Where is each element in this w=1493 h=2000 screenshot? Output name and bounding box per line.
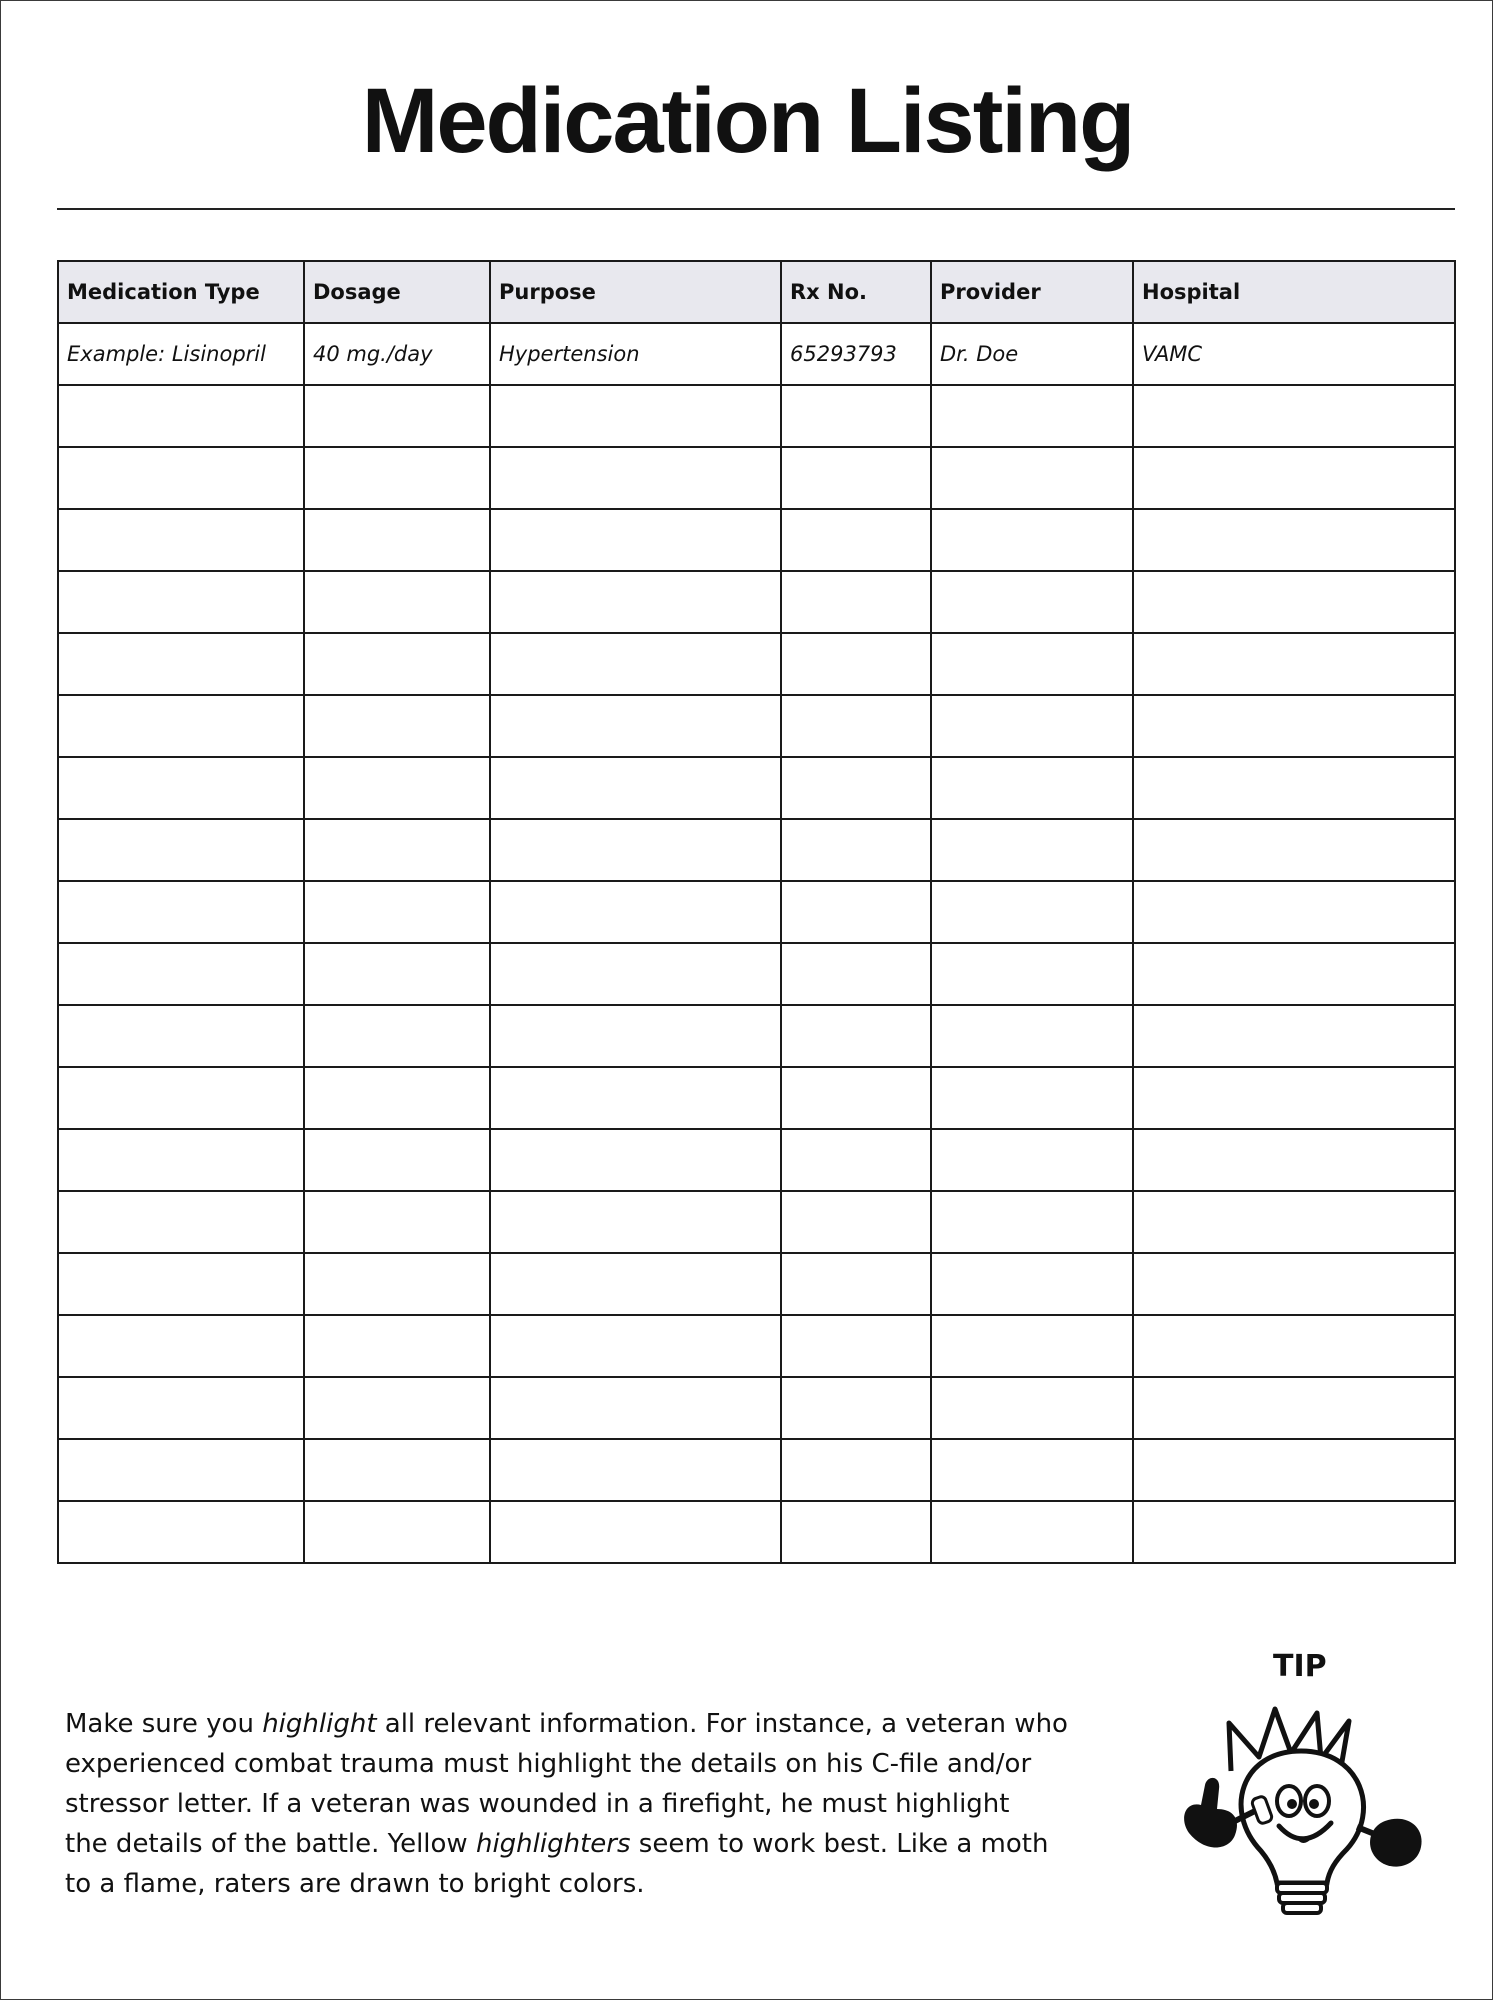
table-cell[interactable] <box>58 1067 304 1129</box>
table-cell[interactable] <box>304 1129 490 1191</box>
table-cell[interactable] <box>490 943 781 1005</box>
table-cell[interactable] <box>931 881 1133 943</box>
tip-line <box>65 1824 1125 1864</box>
tip-text-segment: the details of the battle. Yellow <box>65 1829 476 1859</box>
tip-emphasis: highlight <box>262 1709 377 1739</box>
tip-text-segment: seem to work best. Like a moth <box>630 1829 1049 1859</box>
tip-text-segment: stressor letter. If a veteran was wounded in a firefight, he must highlight <box>65 1789 1010 1819</box>
table-cell[interactable] <box>931 1067 1133 1129</box>
table-cell[interactable] <box>781 571 931 633</box>
table-cell[interactable] <box>1133 447 1455 509</box>
table-cell[interactable] <box>304 633 490 695</box>
title-divider <box>57 208 1455 210</box>
table-cell[interactable] <box>931 1377 1133 1439</box>
table-cell[interactable] <box>931 385 1133 447</box>
table-cell[interactable] <box>781 1377 931 1439</box>
example-provider: Dr. Doe <box>931 323 1133 385</box>
table-cell[interactable] <box>304 1439 490 1501</box>
tip-text-segment: all relevant information. For instance, a veteran who <box>376 1709 1068 1739</box>
page-title: Medication Listing <box>361 70 1134 172</box>
table-cell[interactable] <box>490 633 781 695</box>
table-cell[interactable] <box>304 819 490 881</box>
table-row <box>58 1501 1455 1563</box>
table-row <box>58 1377 1455 1439</box>
table-cell[interactable] <box>58 1501 304 1563</box>
tip-emphasis: highlighters <box>475 1829 631 1859</box>
example-hospital: VAMC <box>1133 323 1455 385</box>
table-cell[interactable] <box>58 695 304 757</box>
tip-line <box>65 1704 1125 1744</box>
table-cell[interactable] <box>781 1501 931 1563</box>
tip-label: TIP <box>1273 1649 1327 1684</box>
table-cell[interactable] <box>490 1005 781 1067</box>
table-cell[interactable] <box>490 571 781 633</box>
table-cell[interactable] <box>931 633 1133 695</box>
table-cell[interactable] <box>490 1377 781 1439</box>
table-cell[interactable] <box>1133 1315 1455 1377</box>
header-purpose: Purpose <box>490 261 781 323</box>
table-cell[interactable] <box>781 1067 931 1129</box>
table-cell[interactable] <box>490 1067 781 1129</box>
table-cell[interactable] <box>1133 881 1455 943</box>
header-provider: Provider <box>931 261 1133 323</box>
table-cell[interactable] <box>490 1129 781 1191</box>
table-cell[interactable] <box>490 385 781 447</box>
table-cell[interactable] <box>1133 1129 1455 1191</box>
table-cell[interactable] <box>931 695 1133 757</box>
table-row <box>58 447 1455 509</box>
table-row <box>58 633 1455 695</box>
table-row <box>58 757 1455 819</box>
table-cell[interactable] <box>931 1253 1133 1315</box>
header-hospital: Hospital <box>1133 261 1455 323</box>
example-row <box>58 323 1455 385</box>
table-cell[interactable] <box>304 1067 490 1129</box>
table-cell[interactable] <box>1133 1253 1455 1315</box>
tip-text-segment: Make sure you <box>65 1709 263 1739</box>
table-cell[interactable] <box>931 1129 1133 1191</box>
table-cell[interactable] <box>1133 385 1455 447</box>
table-row <box>58 881 1455 943</box>
table-row <box>58 1253 1455 1315</box>
table-cell[interactable] <box>781 385 931 447</box>
table-cell[interactable] <box>781 819 931 881</box>
table-row <box>58 1191 1455 1253</box>
table-cell[interactable] <box>931 447 1133 509</box>
table-row <box>58 819 1455 881</box>
table-cell[interactable] <box>304 1501 490 1563</box>
table-cell[interactable] <box>1133 943 1455 1005</box>
table-cell[interactable] <box>1133 1439 1455 1501</box>
table-cell[interactable] <box>931 1439 1133 1501</box>
table-cell[interactable] <box>58 1377 304 1439</box>
table-row <box>58 385 1455 447</box>
table-cell[interactable] <box>931 819 1133 881</box>
tip-line <box>65 1784 1125 1824</box>
table-cell[interactable] <box>781 1191 931 1253</box>
table-cell[interactable] <box>58 881 304 943</box>
table-cell[interactable] <box>58 1191 304 1253</box>
medication-table <box>57 260 1456 1564</box>
table-cell[interactable] <box>304 881 490 943</box>
table-cell[interactable] <box>781 1315 931 1377</box>
table-row <box>58 695 1455 757</box>
table-cell[interactable] <box>58 1439 304 1501</box>
table-row <box>58 1439 1455 1501</box>
table-cell[interactable] <box>931 1501 1133 1563</box>
table-cell[interactable] <box>490 447 781 509</box>
table-cell[interactable] <box>58 1005 304 1067</box>
example-dosage: 40 mg./day <box>304 323 490 385</box>
table-cell[interactable] <box>1133 633 1455 695</box>
table-cell[interactable] <box>304 571 490 633</box>
table-cell[interactable] <box>490 881 781 943</box>
table-header-row <box>58 261 1455 323</box>
table-row <box>58 509 1455 571</box>
tip-line <box>65 1864 1125 1904</box>
table-cell[interactable] <box>931 571 1133 633</box>
tip-paragraph <box>65 1704 1125 1904</box>
table-cell[interactable] <box>58 633 304 695</box>
header-dosage: Dosage <box>304 261 490 323</box>
table-cell[interactable] <box>304 943 490 1005</box>
lightbulb-mascot-icon <box>1171 1701 1431 1921</box>
table-cell[interactable] <box>304 385 490 447</box>
table-cell[interactable] <box>490 1191 781 1253</box>
table-row <box>58 1129 1455 1191</box>
table-cell[interactable] <box>781 1005 931 1067</box>
table-cell[interactable] <box>490 1315 781 1377</box>
table-cell[interactable] <box>1133 757 1455 819</box>
table-cell[interactable] <box>490 509 781 571</box>
table-cell[interactable] <box>58 385 304 447</box>
table-cell[interactable] <box>781 695 931 757</box>
table-cell[interactable] <box>490 695 781 757</box>
table-row <box>58 943 1455 1005</box>
table-cell[interactable] <box>931 757 1133 819</box>
table-row <box>58 1067 1455 1129</box>
table-cell[interactable] <box>58 447 304 509</box>
table-cell[interactable] <box>781 1439 931 1501</box>
table-cell[interactable] <box>58 943 304 1005</box>
table-cell[interactable] <box>304 1191 490 1253</box>
example-rx-no: 65293793 <box>781 323 931 385</box>
table-cell[interactable] <box>931 1005 1133 1067</box>
table-cell[interactable] <box>58 1129 304 1191</box>
table-cell[interactable] <box>781 509 931 571</box>
table-cell[interactable] <box>931 1315 1133 1377</box>
table-cell[interactable] <box>1133 1377 1455 1439</box>
table-cell[interactable] <box>304 1005 490 1067</box>
table-cell[interactable] <box>58 571 304 633</box>
table-cell[interactable] <box>1133 1501 1455 1563</box>
table-cell[interactable] <box>58 819 304 881</box>
table-cell[interactable] <box>58 509 304 571</box>
table-cell[interactable] <box>1133 1191 1455 1253</box>
table-cell[interactable] <box>931 509 1133 571</box>
tip-text-segment: experienced combat trauma must highlight the details on his C-file and/or <box>65 1749 1032 1779</box>
table-cell[interactable] <box>781 447 931 509</box>
table-cell[interactable] <box>490 1439 781 1501</box>
table-cell[interactable] <box>781 881 931 943</box>
table-cell[interactable] <box>1133 1067 1455 1129</box>
example-medication-type: Example: Lisinopril <box>58 323 304 385</box>
table-cell[interactable] <box>304 447 490 509</box>
tip-line <box>65 1744 1125 1784</box>
table-cell[interactable] <box>1133 819 1455 881</box>
table-cell[interactable] <box>781 757 931 819</box>
tip-text-segment: to a flame, raters are drawn to bright colors. <box>65 1869 645 1899</box>
table-cell[interactable] <box>781 943 931 1005</box>
table-row <box>58 571 1455 633</box>
table-row <box>58 1315 1455 1377</box>
header-medication-type: Medication Type <box>58 261 304 323</box>
table-cell[interactable] <box>304 695 490 757</box>
example-purpose: Hypertension <box>490 323 781 385</box>
table-cell[interactable] <box>490 1253 781 1315</box>
table-cell[interactable] <box>490 1501 781 1563</box>
table-cell[interactable] <box>781 1129 931 1191</box>
table-cell[interactable] <box>490 819 781 881</box>
table-cell[interactable] <box>781 633 931 695</box>
table-cell[interactable] <box>304 1377 490 1439</box>
table-cell[interactable] <box>1133 509 1455 571</box>
table-cell[interactable] <box>1133 571 1455 633</box>
table-cell[interactable] <box>781 1253 931 1315</box>
table-cell[interactable] <box>58 1253 304 1315</box>
table-cell[interactable] <box>490 757 781 819</box>
table-cell[interactable] <box>304 509 490 571</box>
header-rx-no: Rx No. <box>781 261 931 323</box>
table-row <box>58 1005 1455 1067</box>
table-cell[interactable] <box>1133 695 1455 757</box>
table-cell[interactable] <box>931 1191 1133 1253</box>
table-cell[interactable] <box>304 1253 490 1315</box>
table-cell[interactable] <box>58 1315 304 1377</box>
table-cell[interactable] <box>304 757 490 819</box>
table-cell[interactable] <box>1133 1005 1455 1067</box>
table-cell[interactable] <box>931 943 1133 1005</box>
table-cell[interactable] <box>304 1315 490 1377</box>
table-cell[interactable] <box>58 757 304 819</box>
